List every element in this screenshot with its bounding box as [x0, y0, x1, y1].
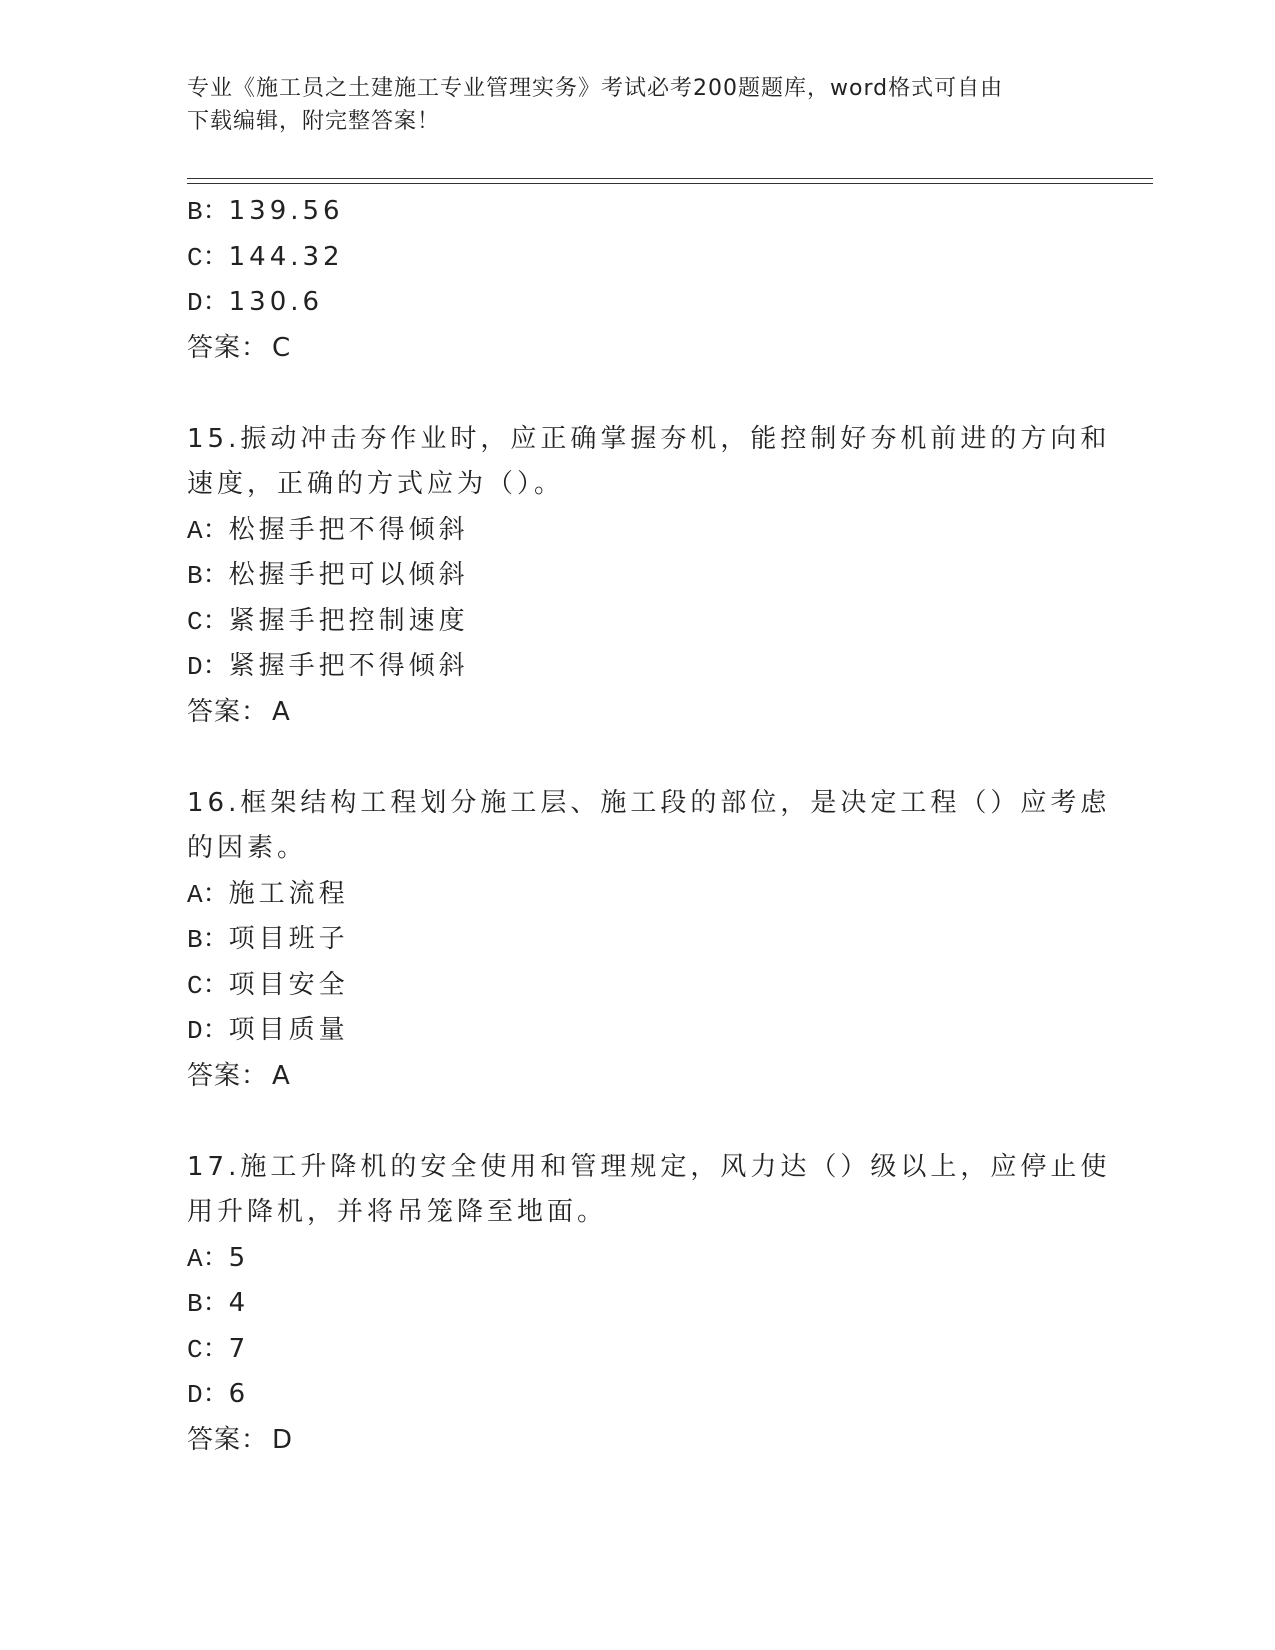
option-c: C：144.32: [187, 241, 344, 273]
option-d: D：6: [187, 1379, 250, 1410]
question-15: [187, 417, 1111, 736]
header-divider-top: [187, 178, 1153, 179]
document-header: [187, 72, 1067, 138]
option-d: D：项目质量: [187, 1015, 349, 1046]
question-stem: 15.振动冲击夯作业时，应正确掌握夯机，能控制好夯机前进的方向和: [187, 423, 1111, 454]
question-stem-cont: 的因素。: [187, 833, 308, 863]
header-line-2: 下载编辑，附完整答案！: [187, 109, 441, 134]
header-line-1: 专业《施工员之土建施工专业管理实务》考试必考200题题库，word格式可自由: [187, 76, 1004, 101]
option-d: D：130.6: [187, 287, 324, 318]
question-stem: 17.施工升降机的安全使用和管理规定，风力达（）级以上，应停止使: [187, 1151, 1111, 1182]
question-stem-cont: 用升降机，并将吊笼降至地面。: [187, 1197, 608, 1227]
answer-line: 答案： A: [187, 1060, 291, 1091]
question-stem-cont: 速度，正确的方式应为（）。: [187, 469, 565, 499]
option-b: B：139.56: [187, 196, 344, 227]
answer-line: 答案： D: [187, 1424, 294, 1455]
option-b: B：4: [187, 1288, 250, 1319]
question-continued: [187, 189, 1087, 371]
answer-line: 答案： A: [187, 696, 291, 727]
question-stem: 16.框架结构工程划分施工层、施工段的部位，是决定工程（）应考虑: [187, 787, 1111, 818]
question-17: [187, 1145, 1111, 1464]
option-c: C：7: [187, 1333, 250, 1365]
answer-line: 答案： C: [187, 332, 292, 363]
header-divider-bottom: [187, 183, 1153, 184]
option-c: C：紧握手把控制速度: [187, 605, 469, 637]
option-c: C：项目安全: [187, 969, 349, 1001]
question-16: [187, 781, 1111, 1100]
option-b: B：松握手把可以倾斜: [187, 560, 469, 591]
option-a: A：施工流程: [187, 878, 349, 910]
option-b: B：项目班子: [187, 924, 349, 955]
option-a: A：5: [187, 1242, 250, 1274]
document-body: [187, 189, 1111, 1463]
option-a: A：松握手把不得倾斜: [187, 514, 469, 546]
option-d: D：紧握手把不得倾斜: [187, 651, 469, 682]
